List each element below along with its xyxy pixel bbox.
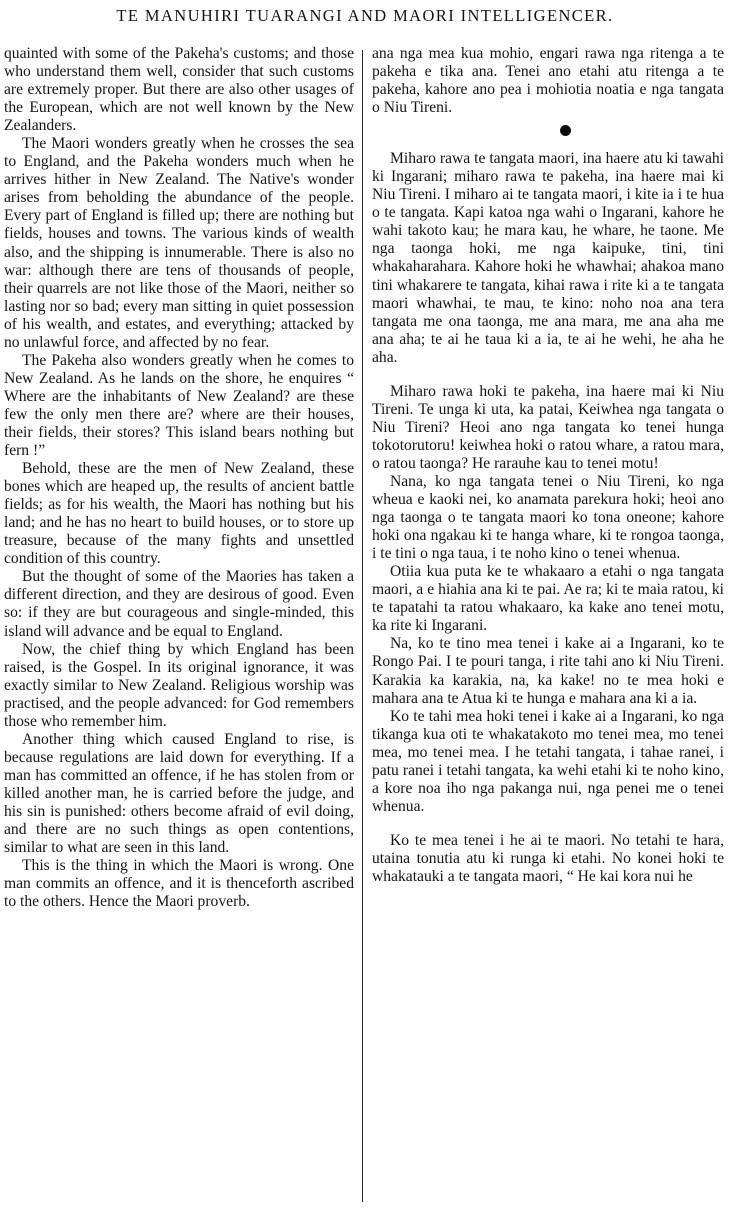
english-paragraph-4: Behold, these are the men of New Zealand, these bones which are heaped up, the results of ancient battle fields; as for his wealth, the Maori has nothing but his land; and he has no heart to build houses, or to store up treasure, because of the many fights and unsettled condition of this country. (4, 460, 354, 568)
english-paragraph-8: This is the thing in which the Maori is wrong. One man commits an offence, and it is thenceforth ascribed to the others. Hence the Maori proverb. (4, 857, 354, 911)
english-paragraph-7: Another thing which caused England to rise, is because regulations are laid down for everything. If a man has committed an offence, if he has stolen from or killed another man, he is carried before the judge, and his sin is punished: others become afraid of evil doing, and there are no such things as open contentions, similar to what are seen in this land. (4, 730, 354, 857)
english-paragraph-2: The Maori wonders greatly when he crosses the sea to England, and the Pakeha wonders much when he arrives hither in New Zealand. The Native's wonder arises from beholding the abundance of the people. Every part of England is filled up; there are nothing but fields, houses and towns. The various kinds of wealth also, and the shipping is innumerable. There is also no war: although there are tens of thousands of people, their quarrels are not like those of the Maori, neither so lasting nor so bad; every man sitting in quiet possession of his wealth, and estates, and everything; attacked by no unlawful force, and affected by no fear. (4, 135, 354, 351)
maori-paragraph-6: Na, ko te tino mea tenei i kake ai a Ingarani, ko te Rongo Pai. I te pouri tanga, i rite tahi ano ki Niu Tireni. Karakia ka karakia, na, ka kake! no te mea hoki e mahara ana te Atua ki te hunga e mahara ana ki a ia. (372, 635, 724, 707)
english-paragraph-6: Now, the chief thing by which England has been raised, is the Gospel. In its original ignorance, it was exactly similar to New Zealand. Religious worship was practised, and the people advanced: for God remembers those who remember him. (4, 640, 354, 730)
english-paragraph-1: quainted with some of the Pakeha's customs; and those who understand them well, consider that such customs are extremely proper. But there are also other usages of the European, which are not well known by the New Zealanders. (4, 45, 354, 135)
maori-paragraph-5: Otiia kua puta ke te whakaaro a etahi o nga tangata maori, a e hiahia ana ki te pai. Ae ra; ki te maia ratou, ki te tapatahi ta ratou whakaaro, ka kake ano tenei motu, ka rite ki Ingarani. (372, 563, 724, 635)
ink-blot (560, 125, 571, 136)
maori-paragraph-2: Miharo rawa te tangata maori, ina haere atu ki tawahi ki Ingarani; miharo rawa te pakeha, ina haere mai ki Niu Tireni. I miharo ai te tangata maori, i kite ia i te hua o te tangata. Kapi katoa nga wahi o Ingarani, kahore he wahi takoto kau; he mara kau, he whare, he taone. Me nga taonga hoki, me nga kaipuke, tini, tini whakaharahara. Kahore hoki he whawhai; ahakoa mano tini whakarere te tangata, kihai rawa i rite ki a te tangata maori whawhai, te mau, te kino: noho noa ana tera tangata me ona taonga, me ana mara, me ana aha me ana aha; te ai he taua ki a ia, te ai he wehi, he aha he aha. (372, 150, 724, 366)
maori-paragraph-3: Miharo rawa hoki te pakeha, ina haere mai ki Niu Tireni. Te unga ki uta, ka patai, Keiwhea nga tangata o Niu Tireni? Heoi ano nga tangata ko tenei hunga tokotorutoru! keiwhea hoki o ratou whare, a ratou mara, o ratou taonga? He rarauhe kau to tenei motu! (372, 382, 724, 472)
english-paragraph-5: But the thought of some of the Maories has taken a different direction, and they are desirous of good. Even so: if they are but courageous and single-minded, this island will advance and be equal to England. (4, 568, 354, 640)
masthead-title: TE MANUHIRI TUARANGI AND MAORI INTELLIGENCER. (116, 6, 614, 25)
english-column (4, 45, 354, 911)
maori-paragraph-8: Ko te mea tenei i he ai te maori. No tetahi te hara, utaina tonutia atu ki runga ki etahi. No konei hoki te whakatauki a te tangata maori, “ He kai kora nui he (372, 831, 724, 885)
column-divider (362, 50, 363, 1202)
maori-paragraph-7: Ko te tahi mea hoki tenei i kake ai a Ingarani, ko nga tikanga kua oti te whakatakoto mo tenei mea, mo tenei mea, mo tenei mea. I he tetahi tangata, i tahae ranei, i patu ranei i tetahi tangata, ka wehi etahi ki te noho kino, a kore noa iho nga pakanga nui, nga penei me o tenei whenua. (372, 707, 724, 815)
maori-paragraph-4: Nana, ko nga tangata tenei o Niu Tireni, ko nga wheua e kaoki nei, ko anamata parekura hoki; heoi ano nga taonga o te tangata maori ko tona oneone; kahore hoki ona ngakau ki te hanga whare, ki te rongoa taonga, i te tini o nga taua, i te noho kino o tenei whenua. (372, 472, 724, 563)
maori-paragraph-1: ana nga mea kua mohio, engari rawa nga ritenga a te pakeha e tika ana. Tenei ano etahi atu ritenga a te pakeha, kahore ano pea i mohiotia noatia e nga tangata o Niu Tireni. (372, 45, 724, 117)
maori-column (372, 45, 724, 886)
english-paragraph-3: The Pakeha also wonders greatly when he comes to New Zealand. As he lands on the shore, he enquires “ Where are the inhabitants of New Zealand? are these few the only men there are? where are their houses, their fields, their stores? This island bears nothing but fern !” (4, 351, 354, 460)
